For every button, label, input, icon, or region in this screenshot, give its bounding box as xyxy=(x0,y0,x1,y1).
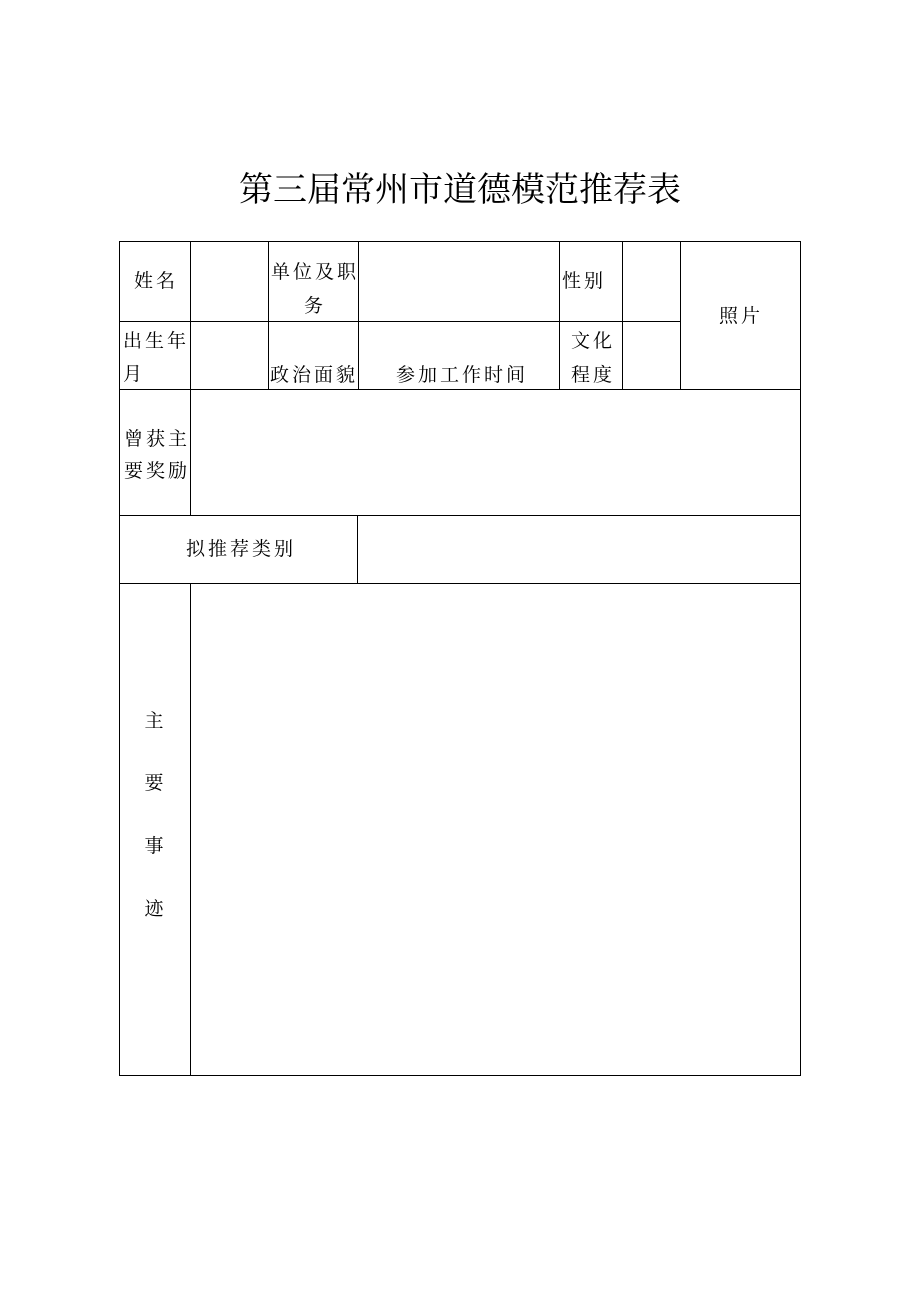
row1-divider xyxy=(119,321,681,322)
education-label-line1: 文化 xyxy=(571,330,616,352)
col4-divider xyxy=(559,241,560,390)
name-label: 姓名 xyxy=(134,270,179,292)
deeds-label-char-2: 要 xyxy=(144,772,164,794)
deeds-label-char-1: 主 xyxy=(144,710,164,732)
row3-divider xyxy=(119,515,801,516)
work-start-time-label: 参加工作时间 xyxy=(396,364,529,386)
deeds-label-char-4: 迹 xyxy=(144,898,164,920)
photo-label: 照片 xyxy=(719,305,764,327)
unit-position-label-line2: 务 xyxy=(304,295,327,317)
education-label-line2: 程度 xyxy=(571,364,616,386)
table-border-left xyxy=(119,241,120,1076)
recommend-category-label: 拟推荐类别 xyxy=(186,538,297,560)
table-border-bottom xyxy=(119,1075,801,1076)
page-title: 第三届常州市道德模范推荐表 xyxy=(239,170,681,210)
table-border-right xyxy=(800,241,801,1076)
unit-position-label-line1: 单位及职 xyxy=(271,261,360,283)
political-status-label: 政治面貌 xyxy=(270,364,359,386)
col5-divider xyxy=(622,241,623,390)
col2-divider xyxy=(268,241,269,390)
col1-divider-bottom xyxy=(190,583,191,1076)
row4-divider xyxy=(119,583,801,584)
table-border-top xyxy=(119,241,801,242)
deeds-label-char-3: 事 xyxy=(144,835,164,857)
birth-label-line1: 出生年 xyxy=(123,330,190,352)
col1-divider-top xyxy=(190,241,191,516)
awards-label-line2: 要奖励 xyxy=(124,460,191,482)
birth-label-line2: 月 xyxy=(123,363,146,385)
col3-divider-recommend-row xyxy=(357,515,358,584)
awards-label-line1: 曾获主 xyxy=(124,428,191,450)
gender-label: 性别 xyxy=(562,270,607,292)
photo-divider xyxy=(680,241,681,390)
